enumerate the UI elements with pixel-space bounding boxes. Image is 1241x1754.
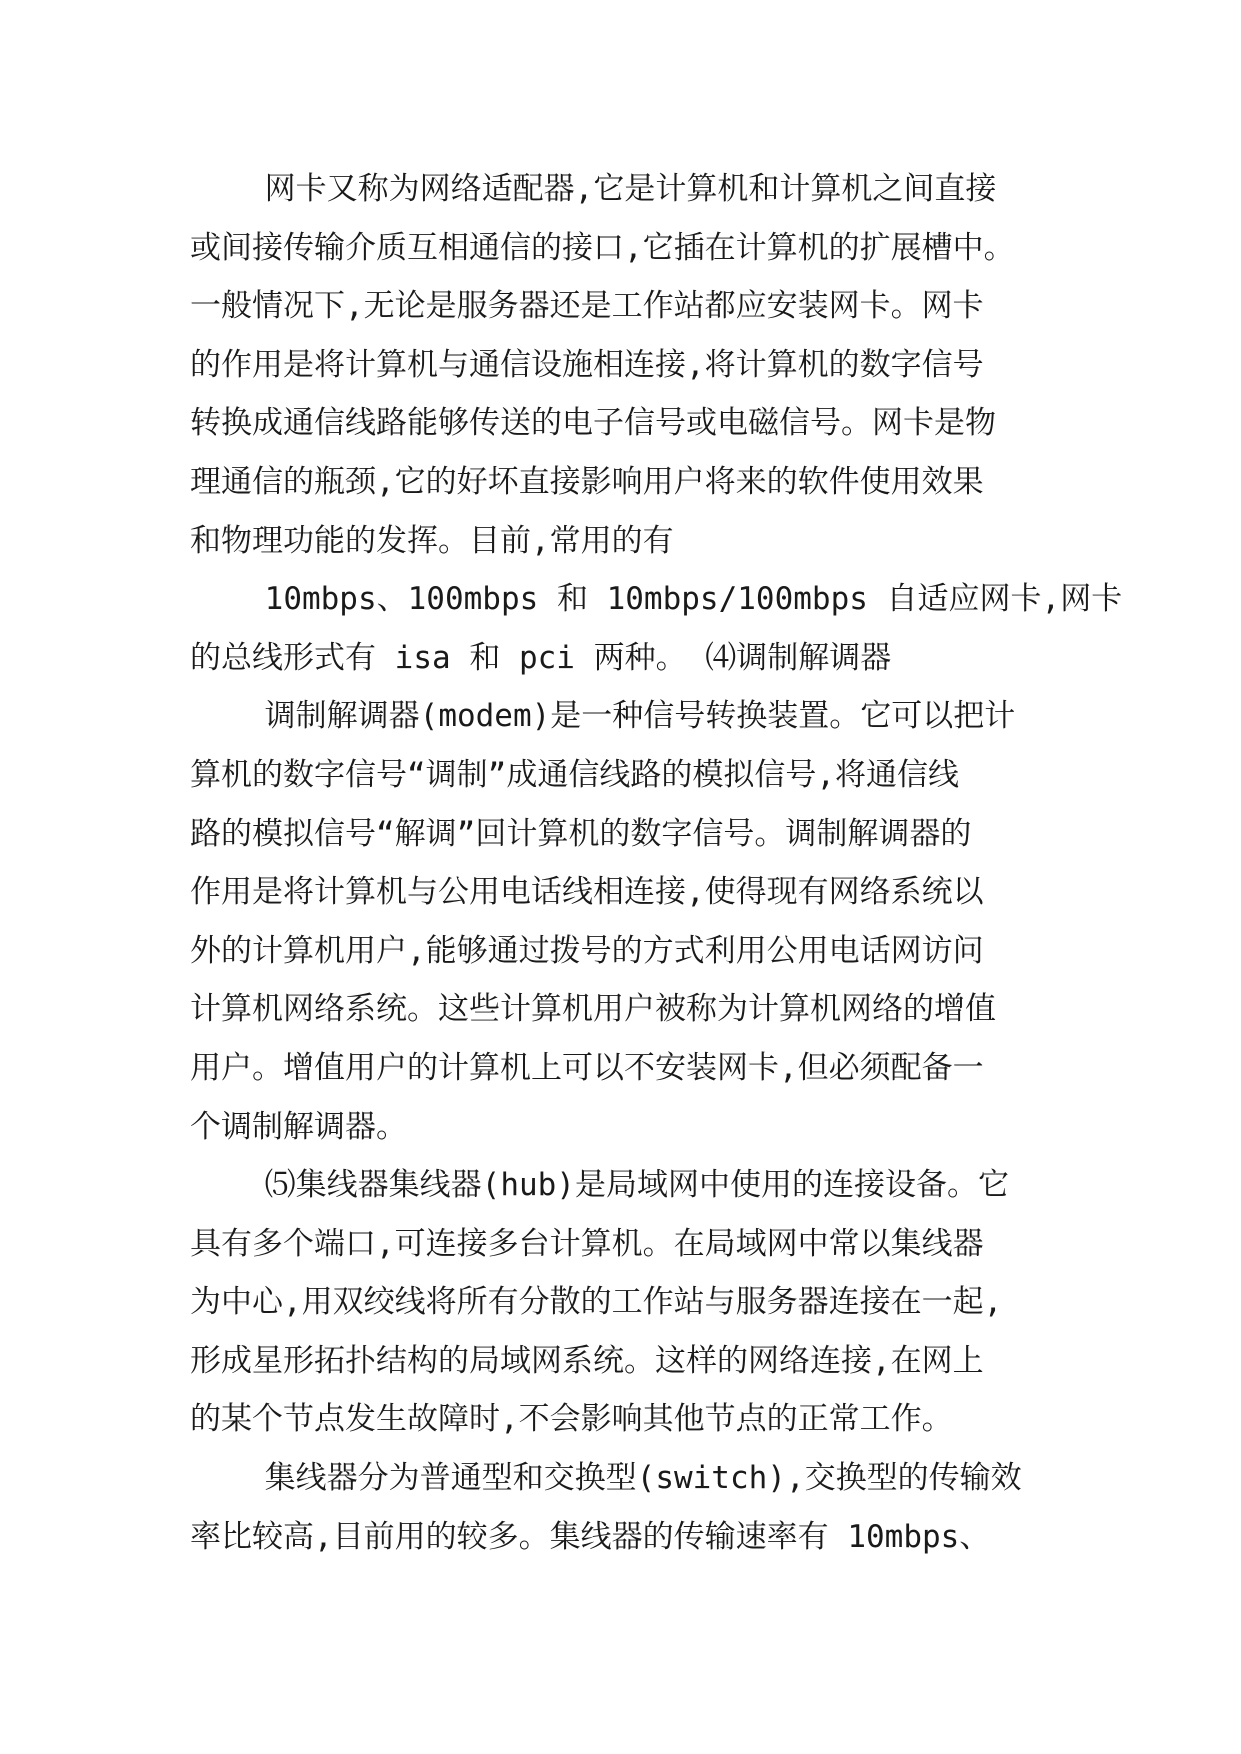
text-line: 外的计算机用户,能够通过拨号的方式利用公用电话网访问 [190,932,984,969]
text-line: 作用是将计算机与公用电话线相连接,使得现有网络系统以 [190,874,984,911]
body-text [190,160,1123,1566]
text-line: 算机的数字信号“调制”成通信线路的模拟信号,将通信线 [190,756,959,793]
text-line: 转换成通信线路能够传送的电子信号或电磁信号。网卡是物 [190,405,996,442]
text-line: 用户。增值用户的计算机上可以不安装网卡,但必须配备一 [190,1049,984,1086]
text-line: 调制解调器(modem)是一种信号转换装置。它可以把计 [190,698,1016,735]
text-line: 和物理功能的发挥。目前,常用的有 [190,522,674,559]
text-line: 10mbps、100mbps 和 10mbps/100mbps 自适应网卡,网卡 [190,581,1123,618]
text-line: 率比较高,目前用的较多。集线器的传输速率有 10mbps、 [190,1518,991,1555]
text-line: ⑸集线器集线器(hub)是局域网中使用的连接设备。它 [190,1167,1009,1204]
text-line: 集线器分为普通型和交换型(switch),交换型的传输效 [190,1460,1022,1497]
text-line: 的某个节点发生故障时,不会影响其他节点的正常工作。 [190,1401,953,1438]
text-line: 为中心,用双绞线将所有分散的工作站与服务器连接在一起, [190,1284,1003,1321]
text-line: 个调制解调器。 [190,1108,407,1145]
text-line: 形成星形拓扑结构的局域网系统。这样的网络连接,在网上 [190,1342,984,1379]
text-line: 的总线形式有 isa 和 pci 两种。 ⑷调制解调器 [190,639,892,676]
text-line: 的作用是将计算机与通信设施相连接,将计算机的数字信号 [190,346,984,383]
text-line: 路的模拟信号“解调”回计算机的数字信号。调制解调器的 [190,815,972,852]
text-line: 具有多个端口,可连接多台计算机。在局域网中常以集线器 [190,1225,984,1262]
text-line: 网卡又称为网络适配器,它是计算机和计算机之间直接 [190,171,997,207]
text-line: 理通信的瓶颈,它的好坏直接影响用户将来的软件使用效果 [190,463,984,500]
text-line: 或间接传输介质互相通信的接口,它插在计算机的扩展槽中。 [190,229,1015,266]
text-line: 计算机网络系统。这些计算机用户被称为计算机网络的增值 [190,991,996,1028]
text-line: 一般情况下,无论是服务器还是工作站都应安装网卡。网卡 [190,288,984,325]
